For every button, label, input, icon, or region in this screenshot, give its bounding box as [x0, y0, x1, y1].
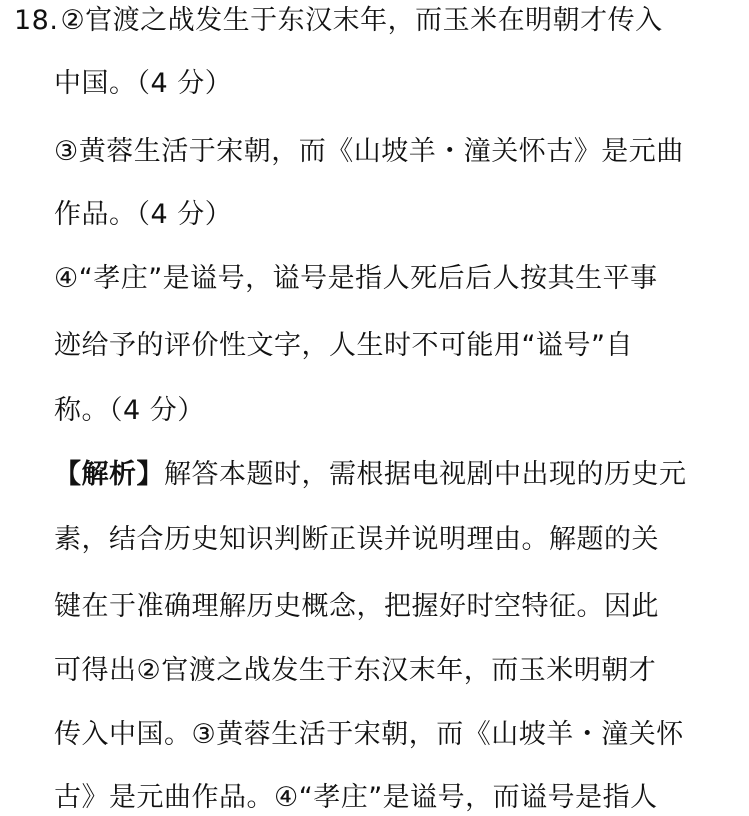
answer-line-5: ④“孝庄”是谥号，谥号是指人死后后人按其生平事 — [54, 263, 658, 294]
answer-text-1: ②官渡之战发生于东汉末年，而玉米在明朝才传入 — [60, 5, 663, 36]
question-number: 18. — [14, 5, 59, 36]
answer-line-1 — [14, 4, 663, 38]
analysis-line-3: 键在于准确理解历史概念，把握好时空特征。因此 — [54, 591, 659, 622]
analysis-line-5: 传入中国。③黄蓉生活于宋朝，而《山坡羊・潼关怀 — [54, 719, 684, 750]
analysis-line-2: 素，结合历史知识判断正误并说明理由。解题的关 — [54, 524, 659, 555]
answer-line-3: ③黄蓉生活于宋朝，而《山坡羊・潼关怀古》是元曲 — [54, 136, 684, 167]
answer-line-2: 中国。（4 分） — [54, 68, 233, 99]
answer-line-7: 称。（4 分） — [54, 395, 205, 426]
analysis-label: 【解析】 — [54, 459, 164, 490]
analysis-line-1 — [54, 458, 687, 492]
analysis-text-1: 解答本题时，需根据电视剧中出现的历史元 — [164, 459, 687, 490]
answer-line-6: 迹给予的评价性文字，人生时不可能用“谥号”自 — [54, 330, 633, 361]
answer-line-4: 作品。（4 分） — [54, 199, 233, 230]
analysis-line-6: 古》是元曲作品。④“孝庄”是谥号，而谥号是指人 — [54, 782, 658, 813]
analysis-line-4: 可得出②官渡之战发生于东汉末年，而玉米明朝才 — [54, 655, 657, 686]
